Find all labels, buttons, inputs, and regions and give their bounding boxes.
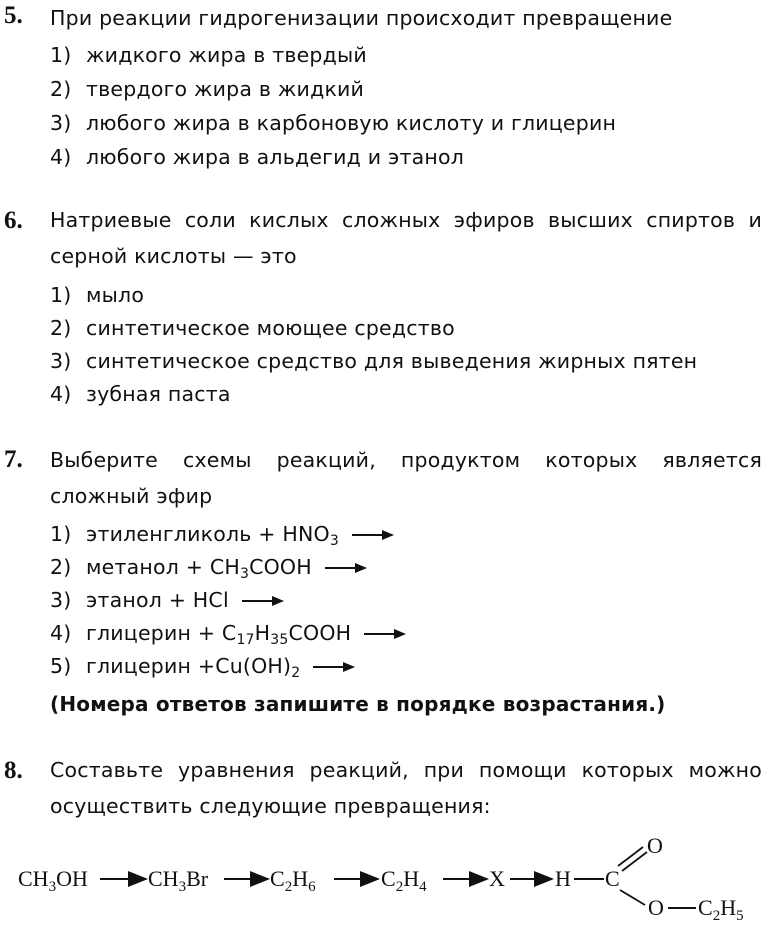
question-text: При реакции гидрогенизации происходит превращение [50, 6, 673, 30]
question-number: 8. [4, 757, 23, 784]
answer-option[interactable] [50, 72, 364, 106]
reactants: глицерин + C [86, 621, 237, 645]
answer-option[interactable] [50, 140, 464, 174]
answer-option[interactable] [50, 616, 408, 650]
option-text: зубная паста [86, 382, 231, 406]
answer-option[interactable] [50, 311, 455, 345]
group-ethyl: $C_2H_5$ [698, 895, 744, 924]
answer-option[interactable] [50, 106, 616, 140]
option-text: любого жира в альдегид и этанол [86, 145, 465, 169]
option-number: 3) [50, 588, 72, 612]
atom-carbon: C [605, 866, 620, 891]
reactants: метанол + CH [86, 555, 240, 579]
answer-option[interactable] [50, 649, 357, 683]
subscript: 3 [329, 533, 339, 549]
reaction-arrow-icon [242, 595, 286, 607]
option-number: 2) [50, 555, 72, 579]
reaction-arrow-icon [313, 661, 357, 673]
reaction-scheme: этанол + HCl [86, 588, 229, 612]
reactants-mid: H [254, 621, 271, 645]
question-text: Выберите схемы реакций, продуктом которых является сложный эфир [50, 448, 762, 508]
answer-option[interactable] [50, 583, 286, 617]
option-number: 2) [50, 77, 72, 101]
reaction-arrow-icon [325, 562, 369, 574]
option-number: 5) [50, 654, 72, 678]
question-number: 7. [4, 446, 23, 473]
answer-option[interactable] [50, 344, 697, 378]
option-number: 4) [50, 621, 72, 645]
answer-option[interactable] [50, 550, 369, 584]
reaction-scheme [86, 555, 312, 582]
reactants: этиленгликоль + HNO [86, 522, 330, 546]
option-number: 2) [50, 316, 72, 340]
reaction-scheme [86, 621, 352, 648]
answer-option[interactable] [50, 517, 396, 551]
subscript: 17 [236, 632, 255, 648]
subscript: 35 [270, 632, 289, 648]
option-number: 4) [50, 382, 72, 406]
compound-bromomethane: $CH_3Br$ [148, 866, 209, 895]
answer-option[interactable] [50, 38, 367, 72]
compound-ethane: $C_2H_6$ [270, 866, 316, 895]
option-number: 3) [50, 111, 72, 135]
question-number: 6. [4, 207, 23, 234]
option-text: мыло [86, 283, 145, 307]
compound-methanol: $CH_3OH$ [18, 866, 88, 895]
reaction-scheme [86, 654, 301, 681]
transformation-scheme [0, 830, 768, 930]
option-text: жидкого жира в твердый [86, 43, 367, 67]
option-text: любого жира в карбоновую кислоту и глицерин [86, 111, 617, 135]
question-text: Составьте уравнения реакций, при помощи которых можно осуществить следующие превращения: [50, 758, 762, 818]
reaction-scheme [86, 522, 339, 549]
bond-double-c-o [618, 847, 643, 866]
option-text: синтетическое моющее средство [86, 316, 455, 340]
atom-hydrogen: H [555, 866, 571, 891]
reaction-arrow-icon [352, 529, 396, 541]
option-number: 3) [50, 349, 72, 373]
bond-double-c-o-second [622, 852, 647, 871]
reactants: глицерин +Cu(OH) [86, 654, 292, 678]
answer-option[interactable] [50, 278, 144, 312]
question-number: 5. [4, 2, 23, 29]
option-number: 1) [50, 43, 72, 67]
answer-option[interactable] [50, 377, 231, 411]
question-text: Натриевые соли кислых сложных эфиров высших спиртов и серной кислоты — это [50, 208, 762, 268]
answer-instruction: (Номера ответов запишите в порядке возрастания.) [50, 692, 666, 716]
option-number: 4) [50, 145, 72, 169]
atom-oxygen-ester: O [648, 895, 664, 920]
bond-c-o [620, 890, 645, 905]
option-number: 1) [50, 283, 72, 307]
option-text: твердого жира в жидкий [86, 77, 365, 101]
subscript: 2 [291, 665, 301, 681]
atom-oxygen-carbonyl: O [647, 833, 663, 858]
reactants-tail: COOH [288, 621, 352, 645]
option-number: 1) [50, 522, 72, 546]
reactants-tail: COOH [249, 555, 312, 579]
option-text: синтетическое средство для выведения жирных пятен [86, 349, 698, 373]
compound-ethene: $C_2H_4$ [381, 866, 427, 895]
reaction-arrow-icon [364, 628, 408, 640]
subscript: 3 [239, 566, 250, 582]
compound-x: X [489, 866, 505, 891]
